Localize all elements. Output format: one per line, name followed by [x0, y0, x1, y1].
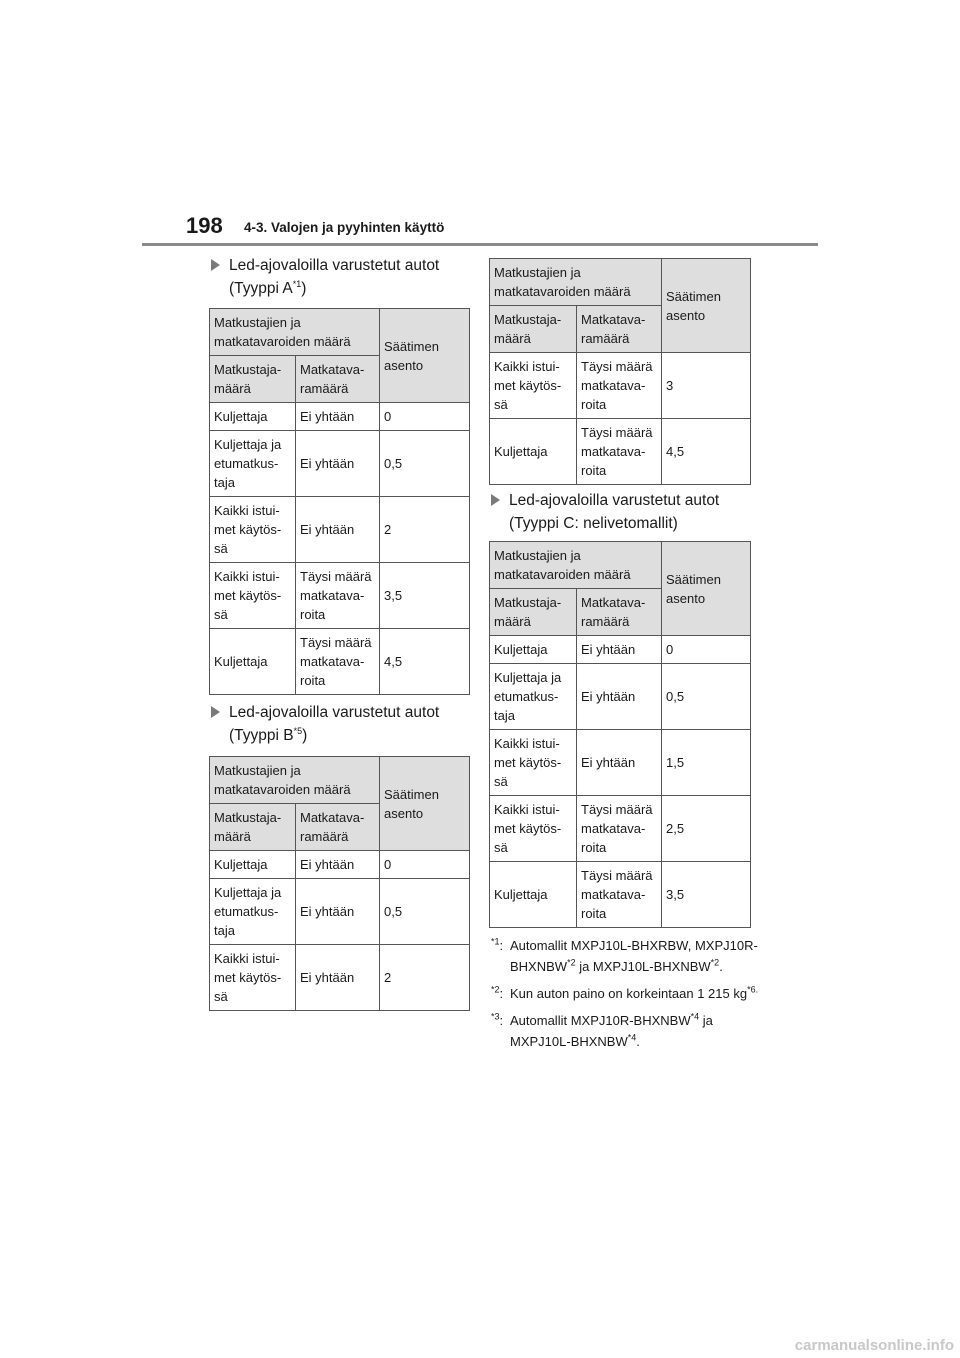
watermark: carmanualsonline.info	[794, 1337, 954, 1354]
col-header-luggage: Matkatava-ramäärä	[296, 804, 380, 851]
col-header-group: Matkustajien ja matkatavaroiden määrä	[210, 757, 380, 804]
table-row: Kaikki istui-met käytös-sä Täysi määrä matkatava-roita 2,5	[490, 796, 751, 862]
table-row: Kuljettaja Ei yhtään 0	[210, 403, 470, 431]
col-header-group: Matkustajien ja matkatavaroiden määrä	[490, 542, 662, 589]
table-row: Kuljettaja ja etumatkus-taja Ei yhtään 0,5	[210, 879, 470, 945]
table-row: Kaikki istui-met käytös-sä Täysi määrä matkatava-roita 3	[490, 353, 751, 419]
table-row: Kuljettaja ja etumatkus-taja Ei yhtään 0,5	[490, 664, 751, 730]
table-row: Kuljettaja Täysi määrä matkatava-roita 4,5	[490, 419, 751, 485]
footnotes	[491, 935, 761, 1058]
table-type-a	[209, 308, 470, 695]
col-header-group: Matkustajien ja matkatavaroiden määrä	[210, 309, 380, 356]
table-row: Kaikki istui-met käytös-sä Ei yhtään 1,5	[490, 730, 751, 796]
table-row: Kuljettaja Täysi määrä matkatava-roita 3,5	[490, 862, 751, 928]
col-header-adjuster: Säätimen asento	[662, 259, 751, 353]
header-rule	[142, 243, 818, 246]
col-header-luggage: Matkatava-ramäärä	[577, 306, 662, 353]
col-header-group: Matkustajien ja matkatavaroiden määrä	[490, 259, 662, 306]
section-heading-type-b: Led-ajovaloilla varustetut autot (Tyyppi $B^{*5}$)	[211, 701, 481, 747]
table-row: Kuljettaja Ei yhtään 0	[210, 851, 470, 879]
col-header-passengers: Matkustaja-määrä	[210, 356, 296, 403]
table-row: Kuljettaja ja etumatkus-taja Ei yhtään 0,5	[210, 431, 470, 497]
page-number: 198	[186, 213, 223, 238]
col-header-passengers: Matkustaja-määrä	[210, 804, 296, 851]
footnote: $^{*1}$: Automallit MXPJ10L-BHXRBW, MXPJ10R-BHXNBW$^{*2}$ ja MXPJ10L-BHXNBW$^{*2}$.	[491, 936, 758, 974]
table-type-b	[209, 756, 470, 1011]
triangle-bullet-icon	[211, 706, 220, 718]
col-header-adjuster: Säätimen asento	[662, 542, 751, 636]
section-heading-type-c: Led-ajovaloilla varustetut autot (Tyyppi C: nelivetomallit)	[491, 489, 761, 535]
col-header-adjuster: Säätimen asento	[380, 757, 470, 851]
col-header-adjuster: Säätimen asento	[380, 309, 470, 403]
triangle-bullet-icon	[211, 259, 220, 271]
footnote: $^{*3}$: Automallit MXPJ10R-BHXNBW$^{*4}$ ja MXPJ10L-BHXNBW$^{*4}$.	[491, 1011, 713, 1049]
col-header-passengers: Matkustaja-määrä	[490, 306, 577, 353]
chapter-title: 4-3. Valojen ja pyyhinten käyttö	[244, 220, 445, 235]
col-header-luggage: Matkatava-ramäärä	[577, 589, 662, 636]
table-row: Kuljettaja Täysi määrä matkatava-roita 4,5	[210, 629, 470, 695]
table-row: Kaikki istui-met käytös-sä Ei yhtään 2	[210, 497, 470, 563]
table-row: Kaikki istui-met käytös-sä Täysi määrä matkatava-roita 3,5	[210, 563, 470, 629]
table-type-c	[489, 541, 751, 928]
table-type-b-continued	[489, 258, 751, 485]
table-row: Kuljettaja Ei yhtään 0	[490, 636, 751, 664]
triangle-bullet-icon	[491, 494, 500, 506]
col-header-passengers: Matkustaja-määrä	[490, 589, 577, 636]
col-header-luggage: Matkatava-ramäärä	[296, 356, 380, 403]
table-row: Kaikki istui-met käytös-sä Ei yhtään 2	[210, 945, 470, 1011]
section-heading-type-a: Led-ajovaloilla varustetut autot (Tyyppi $A^{*1}$)	[211, 254, 481, 300]
footnote: $^{*2}$: Kun auton paino on korkeintaan 1 215 $kg^{*6.}$	[491, 984, 759, 1001]
